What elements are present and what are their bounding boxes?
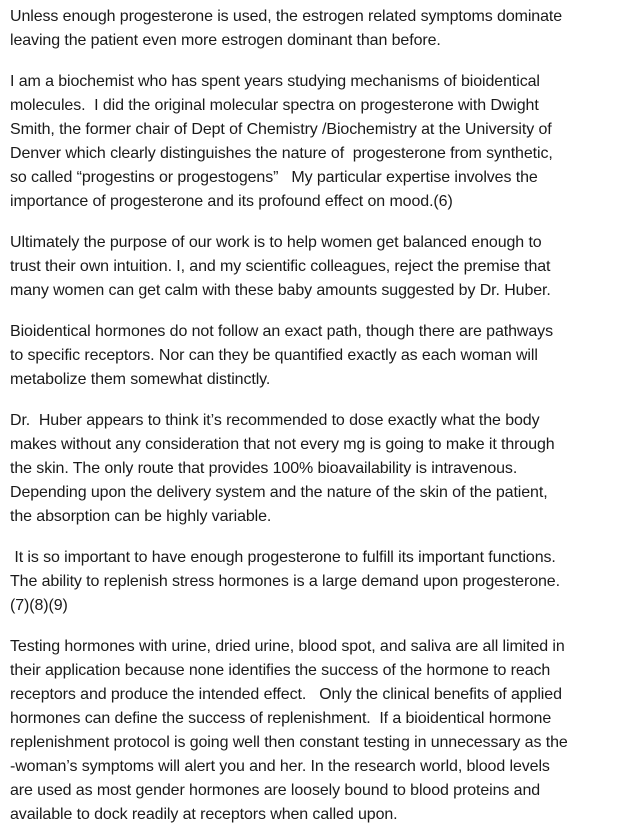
text-line: Unless enough progesterone is used, the estrogen related symptoms dominate: [10, 8, 563, 25]
text-line: It is so important to have enough progesterone to fulfill its important functions.: [10, 549, 556, 566]
text-line: Dr. Huber appears to think it’s recommended to dose exactly what the body: [10, 412, 540, 429]
text-line: the absorption can be highly variable.: [10, 508, 272, 525]
text-line: Depending upon the delivery system and the nature of the skin of the patient,: [10, 484, 548, 501]
paragraph-testing: [10, 635, 616, 827]
text-line: (7)(8)(9): [10, 597, 68, 614]
text-line: Testing hormones with urine, dried urine, blood spot, and saliva are all limited in: [10, 638, 565, 655]
text-line: leaving the patient even more estrogen dominant than before.: [10, 32, 441, 49]
text-line: many women can get calm with these baby amounts suggested by Dr. Huber.: [10, 282, 551, 299]
paragraph-estrogen-dominance: [10, 0, 616, 53]
text-line: makes without any consideration that not every mg is going to make it through: [10, 436, 555, 453]
document-body: [10, 0, 616, 827]
text-line: importance of progesterone and its profound effect on mood.(6): [10, 193, 453, 210]
paragraph-dosing: [10, 409, 616, 529]
text-line: available to dock readily at receptors when called upon.: [10, 806, 398, 823]
text-line: molecules. I did the original molecular spectra on progesterone with Dwight: [10, 97, 539, 114]
paragraph-purpose: [10, 231, 616, 303]
text-line: replenishment protocol is going well then constant testing in unnecessary as the: [10, 734, 568, 751]
text-line: are used as most gender hormones are loosely bound to blood proteins and: [10, 782, 541, 799]
text-line: Smith, the former chair of Dept of Chemistry /Biochemistry at the University of: [10, 121, 552, 138]
text-line: The ability to replenish stress hormones is a large demand upon progesterone.: [10, 573, 560, 590]
paragraph-pathways: [10, 320, 616, 392]
text-line: I am a biochemist who has spent years studying mechanisms of bioidentical: [10, 73, 540, 90]
text-line: Ultimately the purpose of our work is to help women get balanced enough to: [10, 234, 542, 251]
text-line: receptors and produce the intended effect. Only the clinical benefits of applied: [10, 686, 562, 703]
paragraph-author-background: [10, 70, 616, 214]
text-line: Denver which clearly distinguishes the nature of progesterone from synthetic,: [10, 145, 553, 162]
text-line: trust their own intuition. I, and my scientific colleagues, reject the premise that: [10, 258, 551, 275]
text-line: their application because none identifies the success of the hormone to reach: [10, 662, 551, 679]
text-line: to specific receptors. Nor can they be quantified exactly as each woman will: [10, 347, 538, 364]
text-line: metabolize them somewhat distinctly.: [10, 371, 271, 388]
text-line: -woman’s symptoms will alert you and her. In the research world, blood levels: [10, 758, 550, 775]
paragraph-stress-hormones: [10, 546, 616, 618]
text-line: hormones can define the success of replenishment. If a bioidentical hormone: [10, 710, 552, 727]
text-line: so called “progestins or progestogens” My particular expertise involves the: [10, 169, 538, 186]
text-line: the skin. The only route that provides 100% bioavailability is intravenous.: [10, 460, 518, 477]
text-line: Bioidentical hormones do not follow an exact path, though there are pathways: [10, 323, 553, 340]
